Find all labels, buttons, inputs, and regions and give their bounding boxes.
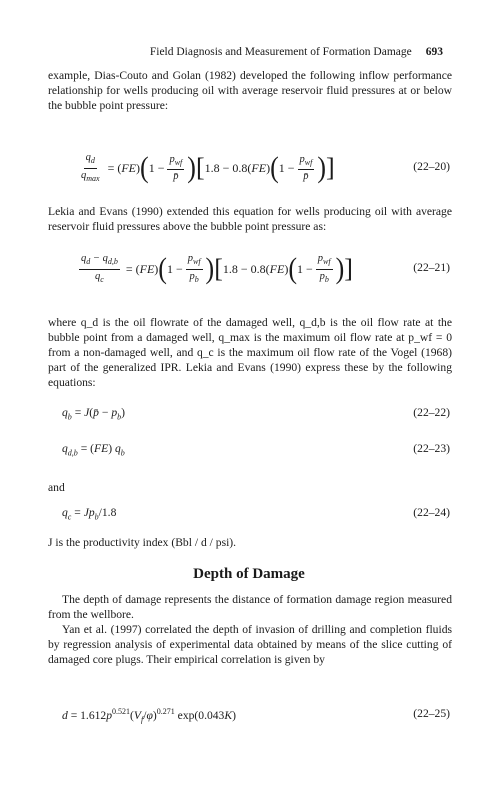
equation-22-20 (0, 148, 498, 188)
running-header (150, 46, 443, 58)
equation-number-22-20: (22–20) (413, 160, 450, 173)
depth-paragraph-2: Yan et al. (1997) correlated the depth of invasion of drilling and completion fluids by regression analysis of experimental data obtained by means of the slice cutting of damaged core plugs. Their empirical correlation is given by (48, 623, 452, 666)
equation-22-23: $q_{d,b} = (FE)$ $q_b$ (22–23) (62, 442, 450, 458)
intro-paragraph: example, Dias-Couto and Golan (1982) developed the following inflow performance relationship for wells producing oil with average reservoir fluid pressures at or below the bubble point pressure: (48, 69, 452, 112)
fraction-pwf-pbar-2: $\frac{p_{wf}}{p̄}$ (299, 153, 313, 183)
depth-paragraph-1: The depth of damage represents the distance of formation damage region measured from the wellbore. (48, 593, 452, 621)
fraction-pwf-pbar: $\frac{p_{wf}}{p̄}$ (169, 153, 183, 183)
equation-22-21-body: $\frac{q_d - q_{d,b}}{q_c}$ = ( FE ) ( 1 − $\frac{p_{wf}}{p_b}$ ) [ 1.8 − 0.8( FE ) ( 1 − $\frac{p_{wf}}{p_b}$ ) ] (81, 251, 353, 286)
equation-22-25: $d = 1.612p^{0.521}(V_f/\varphi)^{0.271}$ exp(0.043K) (22–25) (62, 707, 450, 725)
running-title: Field Diagnosis and Measurement of Formation Damage (149, 46, 412, 58)
section-heading: Depth of Damage (193, 566, 305, 582)
lekia-paragraph: Lekia and Evans (1990) extended this equation for wells producing oil with average reservoir fluid pressures above the bubble point pressure as: (48, 205, 452, 233)
equation-22-22: $q_b$ = J(p̄ − $p_b$) (22–22) (62, 406, 450, 422)
equation-number-22-25: (22–25) (413, 707, 450, 720)
fraction-qd-qmax: $\frac{q_d}{q_{max}}$ (81, 152, 100, 183)
fraction-pwf-pb: $\frac{p_{wf}}{p_b}$ (187, 253, 201, 284)
equation-number-22-24: (22–24) (413, 506, 450, 519)
where-paragraph: where q_d is the oil flowrate of the damaged well, q_d,b is the oil flow rate at the bubble point from a damaged well, q_max is the maximum oil flow rate at p_wf = 0 from a non-damaged well, and q_c is the maximum oil flow rate of the Vogel (1968) part of the generalized IPR. Lekia and Evans (1990) express these by the following equations: (48, 316, 452, 389)
equation-number-22-22: (22–22) (413, 406, 450, 419)
equation-22-21 (0, 249, 498, 289)
equation-number-22-21: (22–21) (413, 261, 450, 274)
equation-22-20-body: $\frac{q_d}{q_{max}}$ = ( FE ) ( 1 − $\frac{p_{wf}}{p̄}$ ) [ 1.8 − 0.8( FE ) ( 1 − $\frac{p_{wf}}{p̄}$ ) ] (81, 150, 335, 185)
fraction-pwf-pb-2: $\frac{p_{wf}}{p_b}$ (317, 253, 331, 284)
productivity-index-note: J is the productivity index (Bbl / d / psi). (48, 536, 237, 549)
equation-number-22-23: (22–23) (413, 442, 450, 455)
connector-and: and (48, 481, 65, 494)
fraction-qd-qdb-qc: $\frac{q_d - q_{d,b}}{q_c}$ (81, 253, 118, 284)
page-number: 693 (425, 46, 443, 58)
equation-22-24: $q_c = Jp_b/1.8$ (22–24) (62, 506, 450, 522)
